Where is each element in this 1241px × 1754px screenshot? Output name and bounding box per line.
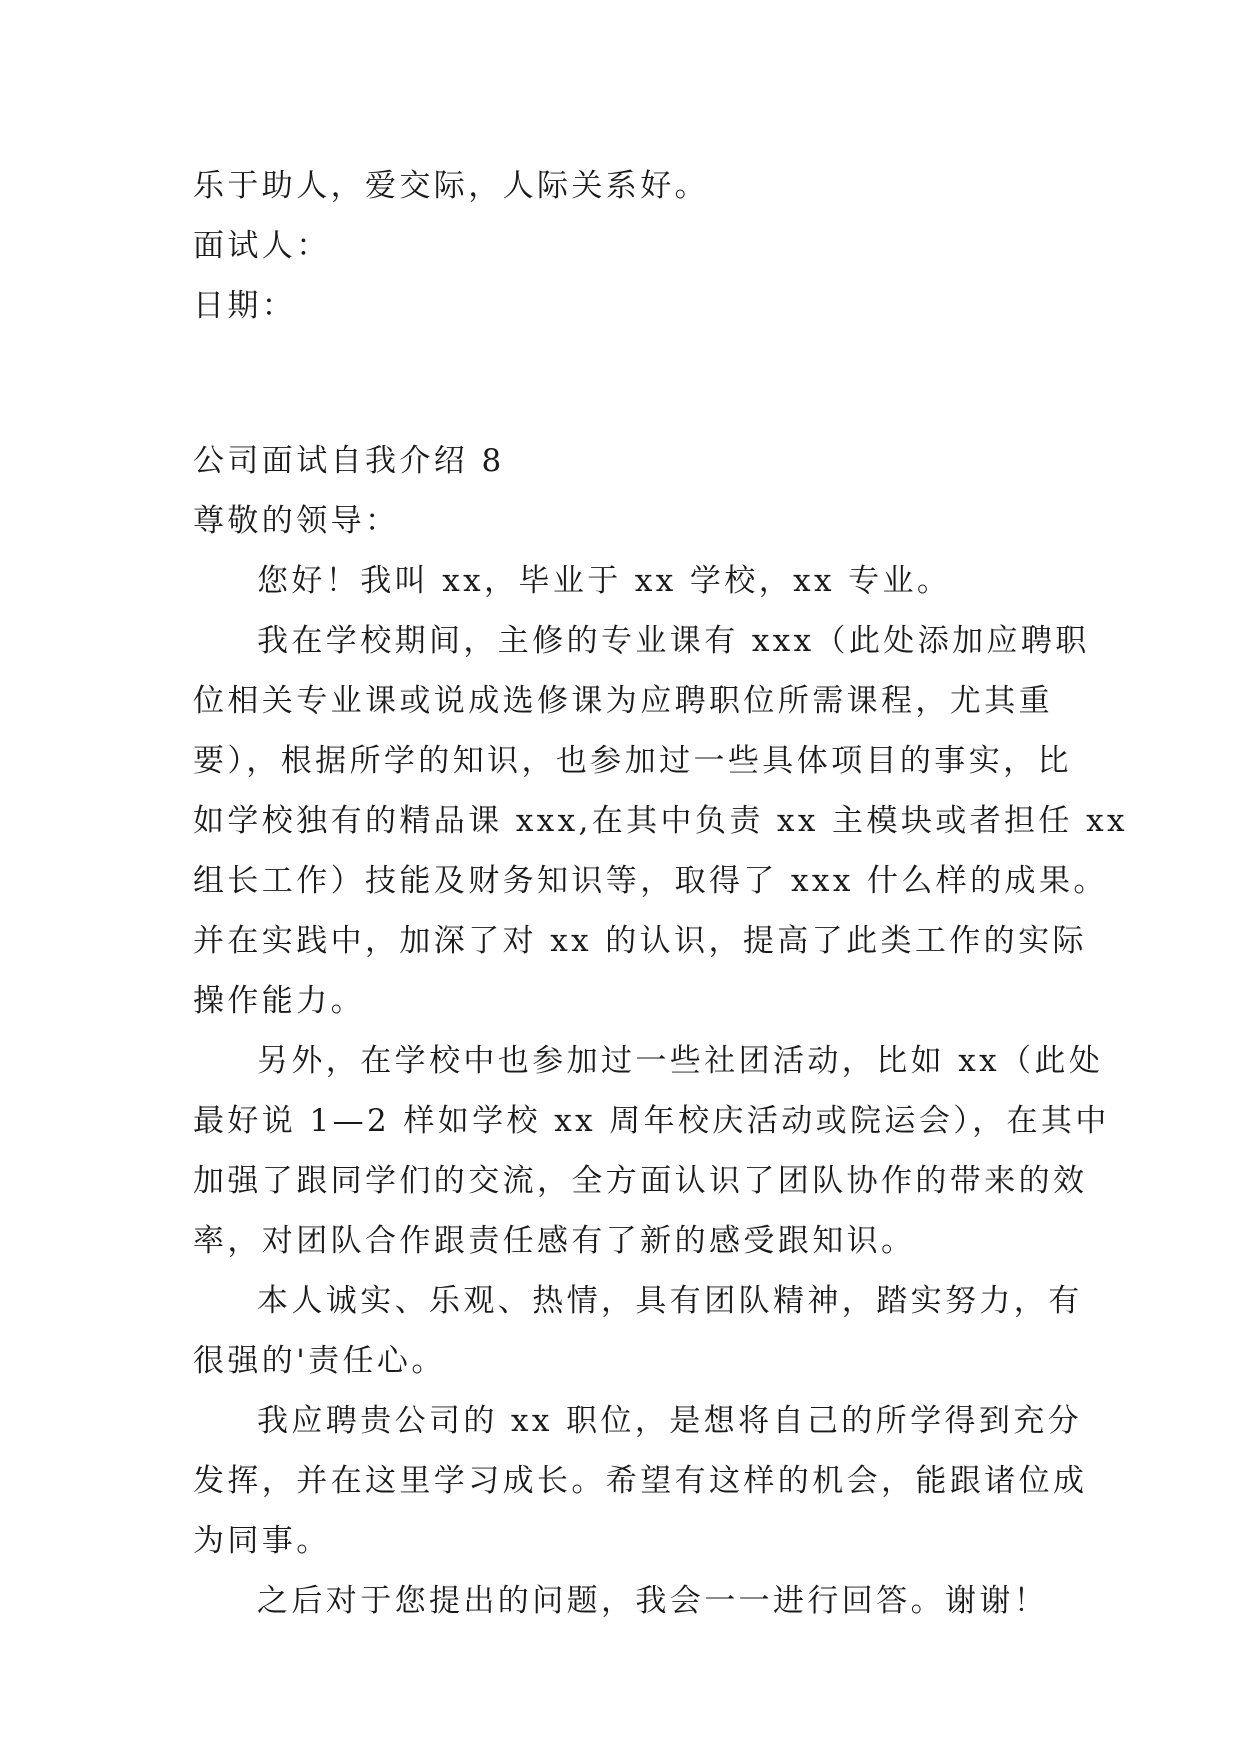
paragraph-line: 为同事。: [193, 1523, 331, 1559]
section-title: 公司面试自我介绍 8: [193, 443, 505, 479]
paragraph-line: 率，对团队合作跟责任感有了新的感受跟知识。: [193, 1223, 916, 1259]
document-page: [193, 156, 1128, 1631]
paragraph-line: 我在学校期间，主修的专业课有 xxx（此处添加应聘职: [257, 623, 1090, 659]
paragraph: [193, 1031, 1110, 1271]
paragraph: [193, 611, 1128, 1031]
paragraph-line: 操作能力。: [193, 983, 365, 1019]
paragraph-line: 最好说 1—2 样如学校 xx 周年校庆活动或院运会），在其中: [193, 1103, 1110, 1139]
paragraph-line: 组长工作）技能及财务知识等，取得了 xxx 什么样的成果。: [193, 863, 1108, 899]
paragraph-line: 要），根据所学的知识，也参加过一些具体项目的事实，比: [193, 743, 1072, 779]
paragraph: [193, 1391, 1088, 1571]
paragraph-line: 之后对于您提出的问题，我会一一进行回答。谢谢！: [257, 1583, 1049, 1619]
paragraph-line: 加强了跟同学们的交流，全方面认识了团队协作的带来的效: [193, 1163, 1088, 1199]
text-line: 乐于助人，爱交际，人际关系好。: [193, 168, 709, 204]
paragraph: [193, 1571, 1053, 1631]
spacer: [193, 336, 1053, 431]
salutation: 尊敬的领导：: [193, 503, 400, 539]
paragraph-line: 本人诚实、乐观、热情，具有团队精神，踏实努力，有: [257, 1283, 1083, 1319]
paragraph: [193, 1271, 1083, 1391]
paragraph-line: 另外，在学校中也参加过一些社团活动，比如 xx（此处: [257, 1043, 1104, 1079]
paragraph-line: 如学校独有的精品课 xxx,在其中负责 xx 主模块或者担任 xx: [193, 803, 1128, 839]
header-lines: [193, 156, 1053, 336]
interviewer-label: 面试人：: [193, 228, 331, 264]
paragraph: [193, 551, 1053, 611]
paragraph-line: 并在实践中，加深了对 xx 的认识，提高了此类工作的实际: [193, 923, 1087, 959]
paragraph-line: 位相关专业课或说成选修课为应聘职位所需课程，尤其重: [193, 683, 1053, 719]
paragraph-line: 我应聘贵公司的 xx 职位，是想将自己的所学得到充分: [257, 1403, 1083, 1439]
paragraph-line: 很强的'责任心。: [193, 1343, 446, 1379]
paragraph-line: 发挥，并在这里学习成长。希望有这样的机会，能跟诸位成: [193, 1463, 1088, 1499]
date-label: 日期：: [193, 288, 297, 324]
paragraph-line: 您好！我叫 xx，毕业于 xx 学校，xx 专业。: [257, 563, 952, 599]
